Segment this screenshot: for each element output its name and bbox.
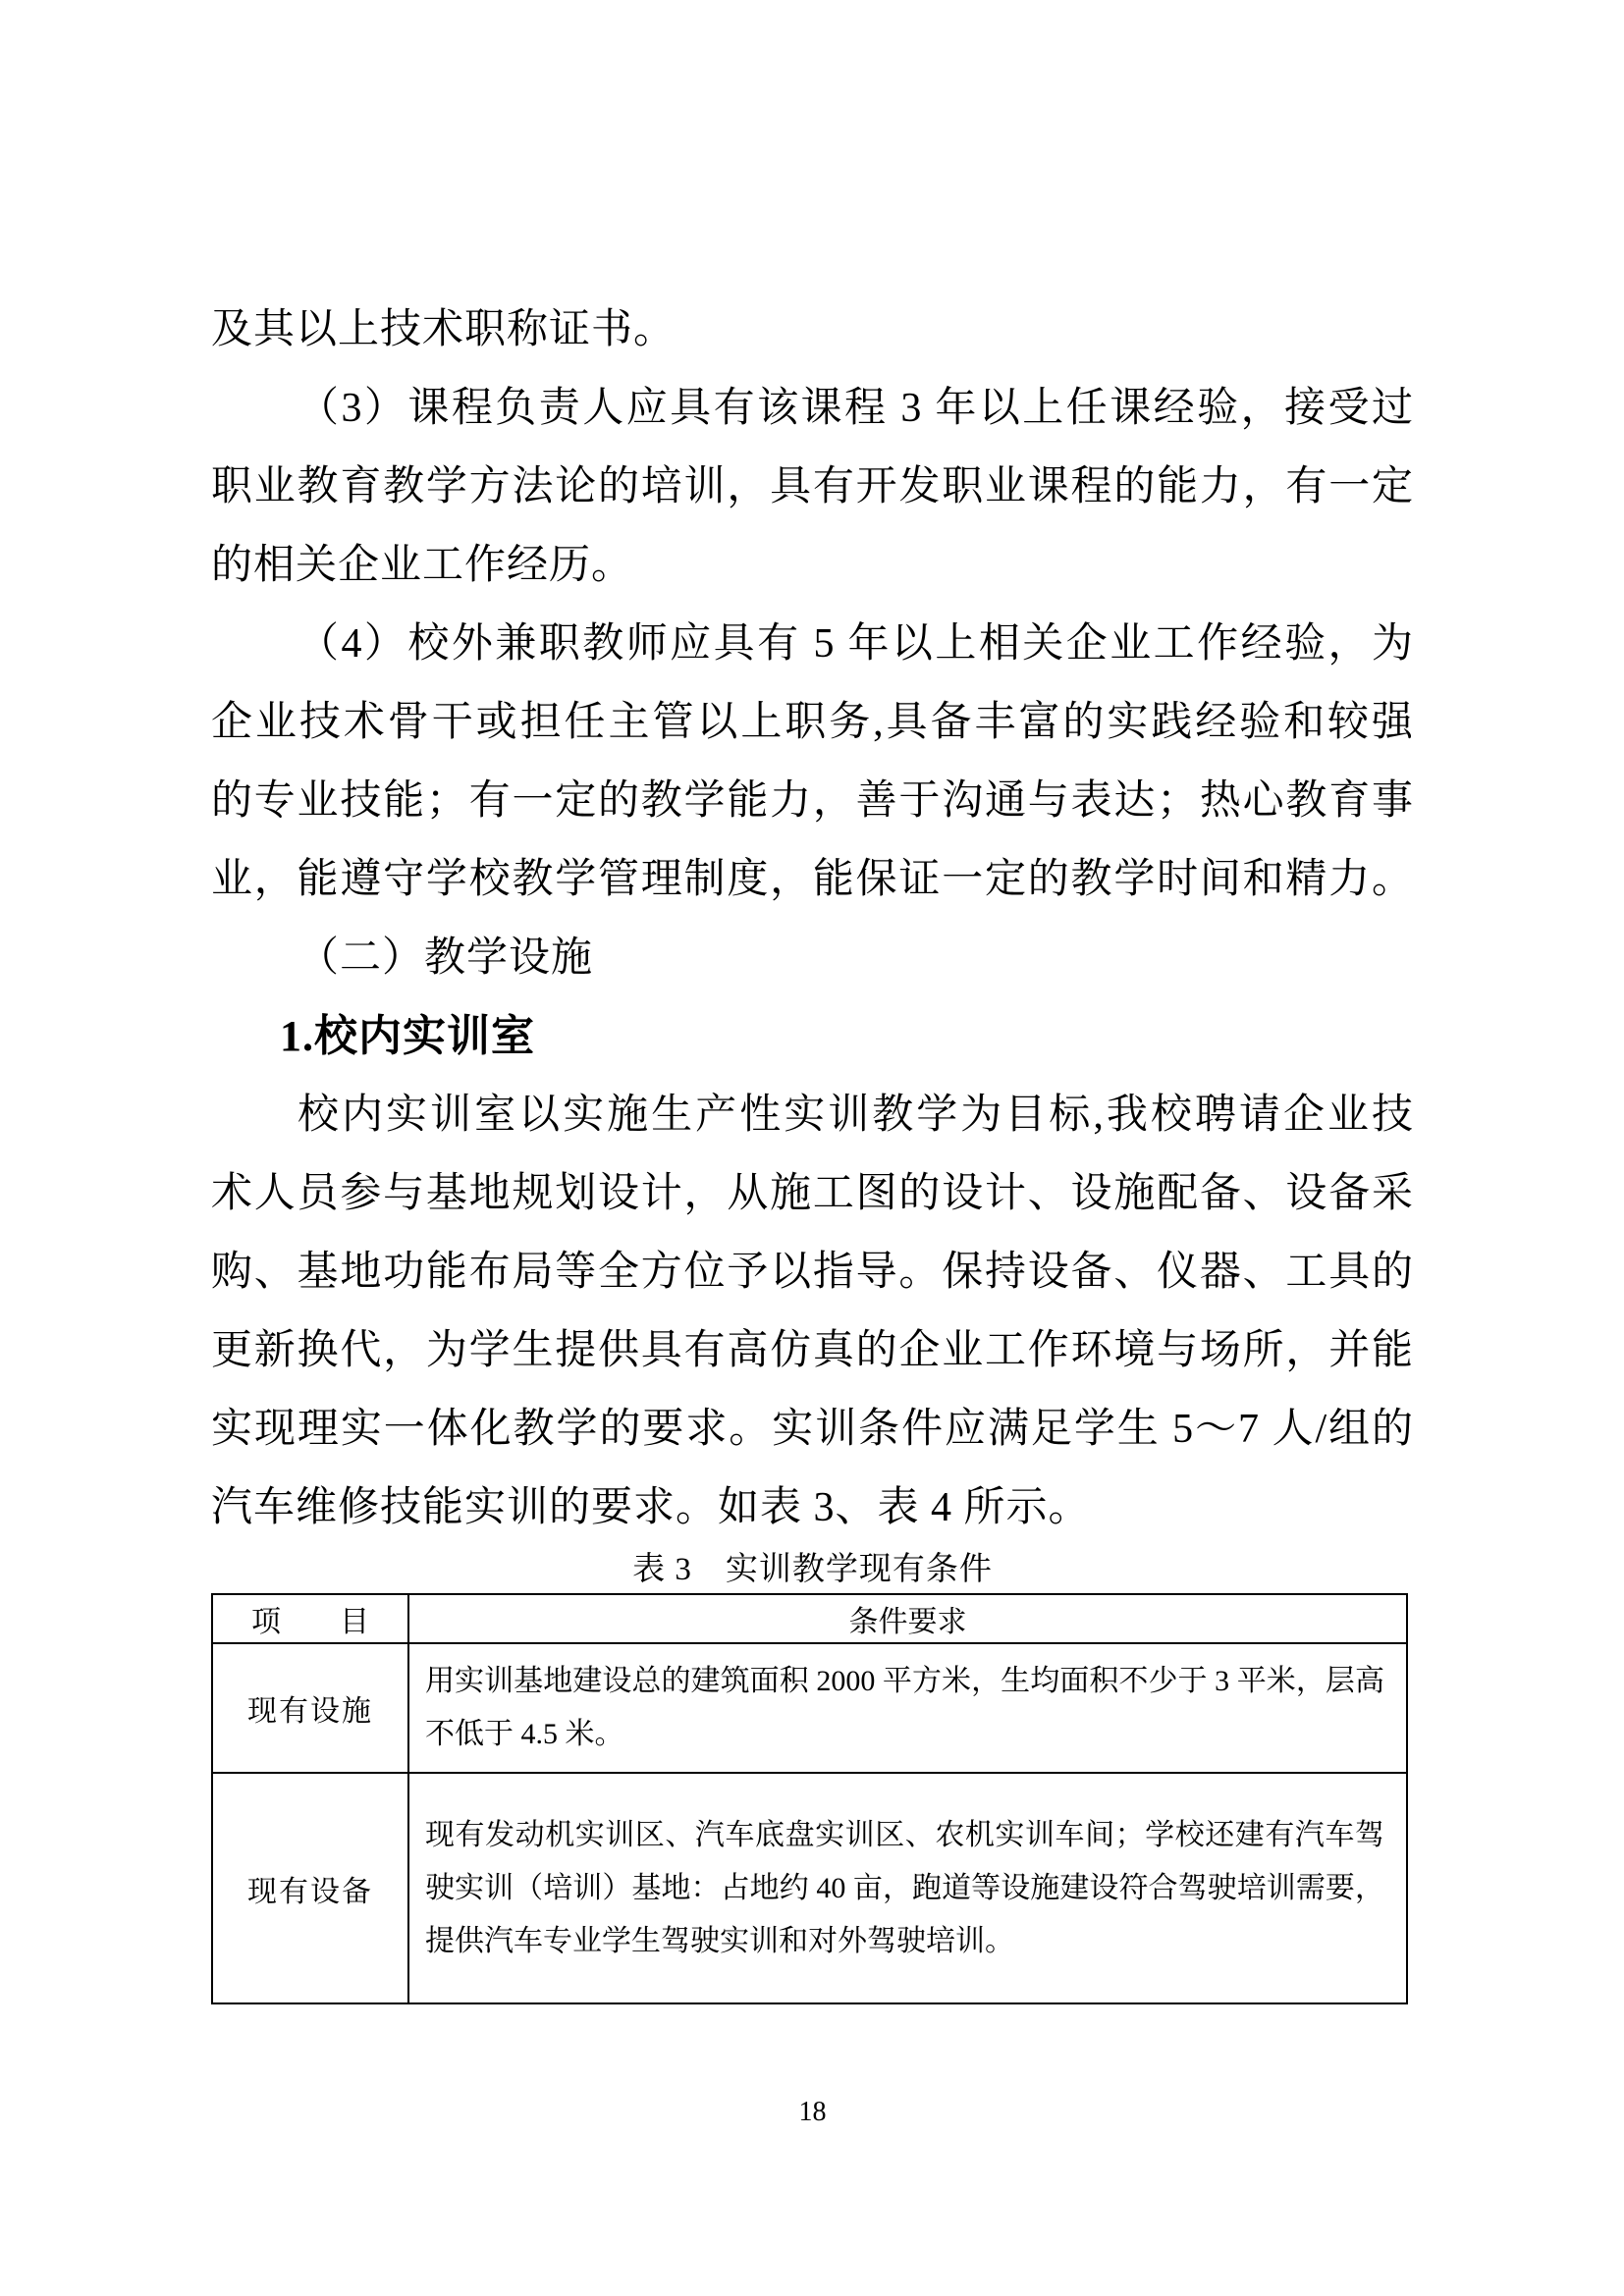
- paragraph-line: 校内实训室以实施生产性实训教学为目标,我校聘请企业技: [298, 1093, 1414, 1138]
- table-header-requirement: 条件要求: [408, 1594, 1407, 1643]
- table-header-item: 项 目: [212, 1594, 408, 1643]
- row-requirement-text: 用实训基地建设总的建筑面积 2000 平方米，生均面积不少于 3 平米，层高不低于 4.5 米。: [408, 1643, 1407, 1773]
- paragraph-line: 实现理实一体化教学的要求。实训条件应满足学生 5～7 人/组的: [211, 1407, 1414, 1452]
- table-caption: 表 3 实训教学现有条件: [632, 1552, 993, 1587]
- body-text: [211, 291, 1414, 2004]
- subsection-heading: 1.校内实训室: [280, 1012, 535, 1060]
- table-row: [212, 1643, 1407, 1773]
- row-item-label: 现有设备: [212, 1773, 408, 2003]
- paragraph-line: （4）校外兼职教师应具有 5 年以上相关企业工作经验，为: [298, 621, 1414, 667]
- page-number: 18: [798, 2097, 827, 2127]
- paragraph-line: 企业技术骨干或担任主管以上职务,具备丰富的实践经验和较强: [211, 700, 1414, 745]
- table-row: [212, 1773, 1407, 2003]
- paragraph-line: 的专业技能；有一定的教学能力，善于沟通与表达；热心教育事: [211, 778, 1414, 824]
- paragraph-line: 术人员参与基地规划设计，从施工图的设计、设施配备、设备采: [211, 1171, 1414, 1216]
- paragraph-line: 购、基地功能布局等全方位予以指导。保持设备、仪器、工具的: [211, 1250, 1414, 1295]
- paragraph-line: 更新换代，为学生提供具有高仿真的企业工作环境与场所，并能: [211, 1328, 1414, 1373]
- paragraph-line: 的相关企业工作经历。: [211, 543, 634, 588]
- section-heading: （二）教学设施: [298, 935, 594, 981]
- paragraph-line: 职业教育教学方法论的培训，具有开发职业课程的能力，有一定: [211, 464, 1414, 509]
- paragraph-line: 业，能遵守学校教学管理制度，能保证一定的教学时间和精力。: [211, 857, 1414, 902]
- paragraph-line: 汽车维修技能实训的要求。如表 3、表 4 所示。: [211, 1485, 1091, 1530]
- row-requirement-text: 现有发动机实训区、汽车底盘实训区、农机实训车间；学校还建有汽车驾驶实训（培训）基地：占地约 40 亩，跑道等设施建设符合驾驶培训需要，提供汽车专业学生驾驶实训和对外驾驶培训。: [408, 1773, 1407, 2003]
- table-header-row: [212, 1594, 1407, 1643]
- paragraph-line: （3）课程负责人应具有该课程 3 年以上任课经验，接受过: [298, 386, 1414, 431]
- row-item-label: 现有设施: [212, 1643, 408, 1773]
- paragraph-line: 及其以上技术职称证书。: [211, 307, 677, 352]
- conditions-table: [211, 1593, 1408, 2004]
